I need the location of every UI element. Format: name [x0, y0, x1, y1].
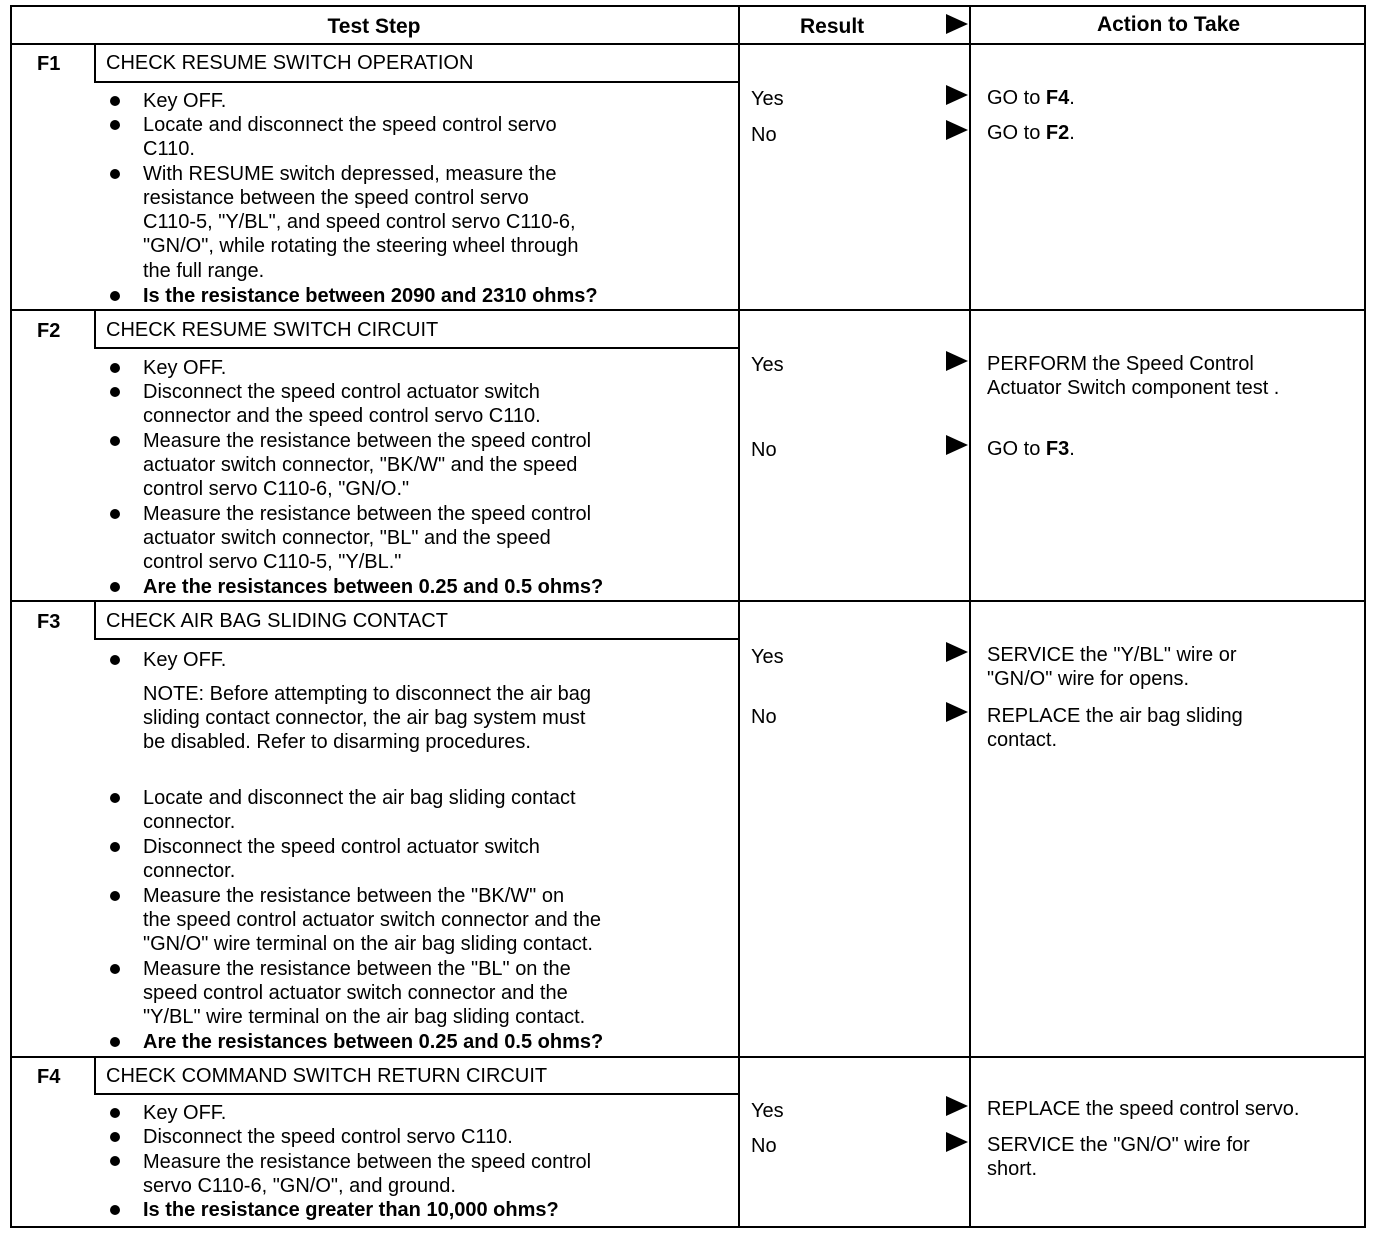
f4-step-3-line-2: servo C110-6, "GN/O", and ground. — [143, 1175, 456, 1197]
f2-id-divider — [94, 309, 96, 349]
header-result: Result — [800, 15, 865, 38]
bullet-icon — [110, 291, 120, 301]
header-test-step: Test Step — [327, 15, 421, 38]
bullet-icon — [110, 891, 120, 901]
bullet-icon — [110, 655, 120, 665]
header-divider — [10, 43, 1366, 45]
f4-result-yes: Yes — [751, 1100, 784, 1122]
f2-step-4-line-1: Measure the resistance between the speed control — [143, 503, 592, 525]
column-divider-result-action — [969, 5, 971, 1228]
f4-title: CHECK COMMAND SWITCH RETURN CIRCUIT — [106, 1065, 548, 1087]
f3-step-5-line-3: "Y/BL" wire terminal on the air bag sliding contact. — [143, 1006, 586, 1028]
arrow-icon — [946, 120, 968, 140]
f3-step-5-line-2: speed control actuator switch connector and the — [143, 982, 568, 1004]
f1-title: CHECK RESUME SWITCH OPERATION — [106, 52, 474, 74]
f3-id-divider — [94, 600, 96, 640]
f3-note-line-3: be disabled. Refer to disarming procedures. — [143, 731, 531, 753]
bullet-icon — [110, 793, 120, 803]
f4-action-yes-line-1: REPLACE the speed control servo. — [987, 1098, 1300, 1120]
bullet-icon — [110, 387, 120, 397]
f2-id: F2 — [37, 320, 61, 342]
f2-action-yes-line-1: PERFORM the Speed Control — [987, 353, 1254, 375]
f3-action-no-line-1: REPLACE the air bag sliding — [987, 705, 1243, 727]
bullet-icon — [110, 1205, 120, 1215]
header-action: Action to Take — [1096, 13, 1241, 36]
bullet-icon — [110, 1132, 120, 1142]
f3-step-2-line-2: connector. — [143, 811, 236, 833]
arrow-icon — [946, 702, 968, 722]
f3-step-1: Key OFF. — [143, 649, 227, 671]
table-left-border — [10, 5, 12, 1228]
bullet-icon — [110, 842, 120, 852]
f1-action-yes: GO to F4. — [987, 87, 1075, 109]
bullet-icon — [110, 169, 120, 179]
f2-action-no: GO to F3. — [987, 438, 1075, 460]
f3-action-no-line-2: contact. — [987, 729, 1058, 751]
f1-result-yes: Yes — [751, 88, 784, 110]
f4-step-1: Key OFF. — [143, 1102, 227, 1124]
f3-step-2-line-1: Locate and disconnect the air bag sliding contact — [143, 787, 576, 809]
bullet-icon — [110, 363, 120, 373]
f3-note-line-2: sliding contact connector, the air bag system must — [143, 707, 586, 729]
f2-result-no: No — [751, 439, 777, 461]
f3-question: Are the resistances between 0.25 and 0.5 ohms? — [143, 1031, 604, 1053]
f2-step-4-line-3: control servo C110-5, "Y/BL." — [143, 551, 402, 573]
f1-id: F1 — [37, 53, 61, 75]
f1-id-divider — [94, 43, 96, 83]
f4-step-3-line-1: Measure the resistance between the speed control — [143, 1151, 592, 1173]
f4-action-no-line-2: short. — [987, 1158, 1038, 1180]
table-right-border — [1364, 5, 1366, 1228]
bullet-icon — [110, 96, 120, 106]
bullet-icon — [110, 1108, 120, 1118]
f2-step-1: Key OFF. — [143, 357, 227, 379]
f4-action-no-line-1: SERVICE the "GN/O" wire for — [987, 1134, 1250, 1156]
column-divider-step-result — [738, 5, 740, 1228]
f1-step-3-line-3: C110-5, "Y/BL", and speed control servo C110-6, — [143, 211, 576, 233]
f4-id-divider — [94, 1056, 96, 1095]
row-divider-f2-f3 — [10, 600, 1366, 602]
f4-result-no: No — [751, 1135, 777, 1157]
table-bottom-border — [10, 1226, 1366, 1228]
f4-title-divider — [94, 1093, 740, 1095]
f3-result-no: No — [751, 706, 777, 728]
f1-step-3-line-5: the full range. — [143, 260, 265, 282]
f1-step-3-line-4: "GN/O", while rotating the steering wheel through — [143, 235, 579, 257]
f2-step-3-line-3: control servo C110-6, "GN/O." — [143, 478, 410, 500]
f1-step-2-line-1: Locate and disconnect the speed control servo — [143, 114, 557, 136]
f3-action-yes-line-2: "GN/O" wire for opens. — [987, 668, 1190, 690]
row-divider-f3-f4 — [10, 1056, 1366, 1058]
arrow-icon — [946, 642, 968, 662]
bullet-icon — [110, 436, 120, 446]
row-divider-f1-f2 — [10, 309, 1366, 311]
f2-step-3-line-1: Measure the resistance between the speed control — [143, 430, 592, 452]
f1-result-no: No — [751, 124, 777, 146]
f2-question: Are the resistances between 0.25 and 0.5 ohms? — [143, 576, 604, 598]
f3-step-3-line-2: connector. — [143, 860, 236, 882]
arrow-icon — [946, 1132, 968, 1152]
bullet-icon — [110, 509, 120, 519]
f1-title-divider — [94, 81, 740, 83]
table-top-border — [10, 5, 1366, 7]
header-arrow-icon — [946, 14, 968, 34]
f2-title-divider — [94, 347, 740, 349]
f3-id: F3 — [37, 611, 61, 633]
f2-step-3-line-2: actuator switch connector, "BK/W" and the speed — [143, 454, 578, 476]
f1-step-1: Key OFF. — [143, 90, 227, 112]
f4-question: Is the resistance greater than 10,000 ohms? — [143, 1199, 559, 1221]
f3-step-4-line-2: the speed control actuator switch connector and the — [143, 909, 602, 931]
f2-step-2-line-1: Disconnect the speed control actuator switch — [143, 381, 540, 403]
f3-step-4-line-3: "GN/O" wire terminal on the air bag sliding contact. — [143, 933, 593, 955]
f3-step-5-line-1: Measure the resistance between the "BL" on the — [143, 958, 571, 980]
arrow-icon — [946, 85, 968, 105]
f2-step-2-line-2: connector and the speed control servo C110. — [143, 405, 541, 427]
f3-title-divider — [94, 638, 740, 640]
arrow-icon — [946, 435, 968, 455]
f3-note-line-1: NOTE: Before attempting to disconnect the air bag — [143, 683, 592, 705]
f1-step-3-line-2: resistance between the speed control servo — [143, 187, 529, 209]
f2-action-yes-line-2: Actuator Switch component test . — [987, 377, 1280, 399]
bullet-icon — [110, 1156, 120, 1166]
bullet-icon — [110, 120, 120, 130]
f4-step-2: Disconnect the speed control servo C110. — [143, 1126, 513, 1148]
arrow-icon — [946, 351, 968, 371]
f3-result-yes: Yes — [751, 646, 784, 668]
f1-question: Is the resistance between 2090 and 2310 ohms? — [143, 285, 598, 307]
f2-title: CHECK RESUME SWITCH CIRCUIT — [106, 319, 439, 341]
f1-action-no: GO to F2. — [987, 122, 1075, 144]
f3-title: CHECK AIR BAG SLIDING CONTACT — [106, 610, 448, 632]
bullet-icon — [110, 582, 120, 592]
bullet-icon — [110, 964, 120, 974]
arrow-icon — [946, 1096, 968, 1116]
f1-step-2-line-2: C110. — [143, 138, 195, 160]
f3-action-yes-line-1: SERVICE the "Y/BL" wire or — [987, 644, 1237, 666]
f3-step-4-line-1: Measure the resistance between the "BK/W" on — [143, 885, 565, 907]
f2-step-4-line-2: actuator switch connector, "BL" and the speed — [143, 527, 551, 549]
f3-step-3-line-1: Disconnect the speed control actuator switch — [143, 836, 540, 858]
f2-result-yes: Yes — [751, 354, 784, 376]
diagnostic-table — [10, 5, 1366, 1228]
bullet-icon — [110, 1037, 120, 1047]
f4-id: F4 — [37, 1066, 61, 1088]
f1-step-3-line-1: With RESUME switch depressed, measure the — [143, 163, 557, 185]
